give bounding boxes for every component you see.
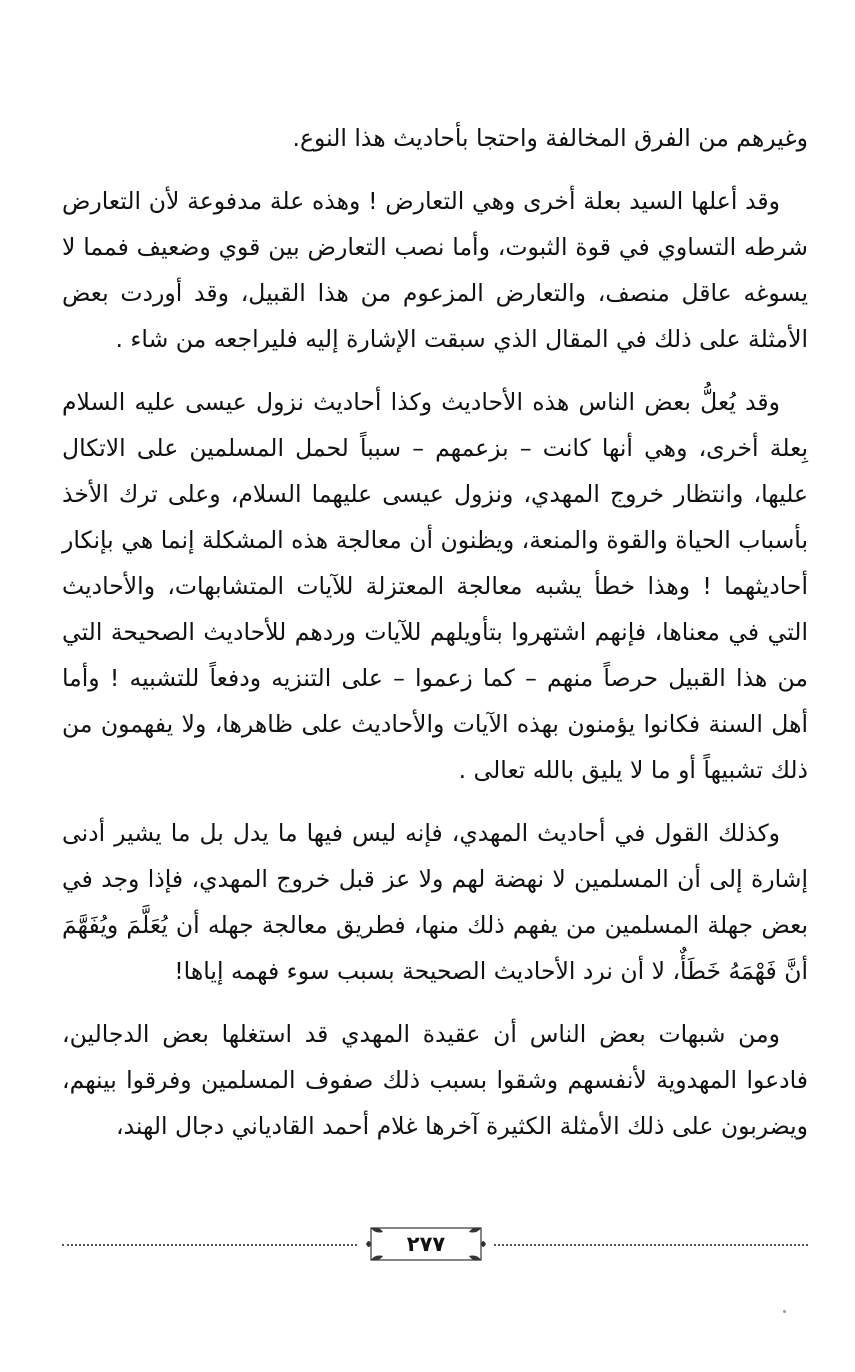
paragraph-5: ومن شبهات بعض الناس أن عقيدة المهدي قد استغلها بعض الدجالين، فادعوا المهدوية لأنفسهم وشقوا بسبب ذلك صفوف المسلمين وفرقوا بينهم، ويضربون على ذلك الأمثلة الكثيرة آخرها غلام أحمد القادياني دجال الهند، — [62, 1020, 808, 1140]
paragraph-4: وكذلك القول في أحاديث المهدي، فإنه ليس فيها ما يدل بل ما يشير أدنى إشارة إلى أن المسلمين لا نهضة لهم ولا عز قبل خروج المهدي، فإذا وجد في بعض جهلة المسلمين من يفهم ذلك منها، فطريق معالجة جهله أن يُعَلَّمَ ويُفَهَّمَ أنَّ فَهْمَهُ خَطَأٌ، لا أن نرد الأحاديث الصحيحة بسبب سوء فهمه إياها! — [62, 819, 808, 985]
paragraph-3: وقد يُعلُّ بعض الناس هذه الأحاديث وكذا أحاديث نزول عيسى عليه السلام بِعلة أخرى، وهي أنها كانت – بزعمهم – سبباً لحمل المسلمين على الاتكال عليها، وانتظار خروج المهدي، ونزول عيسى عليهما السلام، وعلى ترك الأخذ بأسباب الحياة والقوة والمنعة، ويظنون أن معالجة هذه المشكلة إنما هي بإنكار أحاديثهما ! وهذا خطأ يشبه معالجة المعتزلة للآيات المتشابهات، والأحاديث التي في معناها، فإنهم اشتهروا بتأويلهم للآيات وردهم للأحاديث الصحيحة التي من هذا القبيل حرصاً منهم – كما زعموا – على التنزيه ودفعاً للتشبيه ! وأما أهل السنة فكانوا يؤمنون بهذه الآيات والأحاديث على ظاهرها، ولا يفهمون من ذلك تشبيهاً أو ما لا يليق بالله تعالى . — [62, 388, 808, 784]
page-body — [62, 115, 808, 1166]
page-footer — [62, 1222, 808, 1268]
footer-rule-right — [494, 1244, 808, 1246]
page-number-ornament — [365, 1224, 487, 1264]
page-number: ٢٧٧ — [406, 1232, 446, 1256]
paragraph-2: وقد أعلها السيد بعلة أخرى وهي التعارض ! وهذه علة مدفوعة لأن التعارض شرطه التساوي في قوة الثبوت، وأما نصب التعارض بين قوي وضعيف فمما لا يسوغه عاقل منصف، والتعارض المزعوم من هذا القبيل، وقد أوردت بعض الأمثلة على ذلك في المقال الذي سبقت الإشارة إليه فليراجعه من شاء . — [62, 187, 808, 353]
paragraph-1: وغيرهم من الفرق المخالفة واحتجا بأحاديث هذا النوع. — [292, 124, 808, 152]
scan-speck — [783, 1310, 786, 1313]
footer-rule-left — [62, 1244, 357, 1246]
